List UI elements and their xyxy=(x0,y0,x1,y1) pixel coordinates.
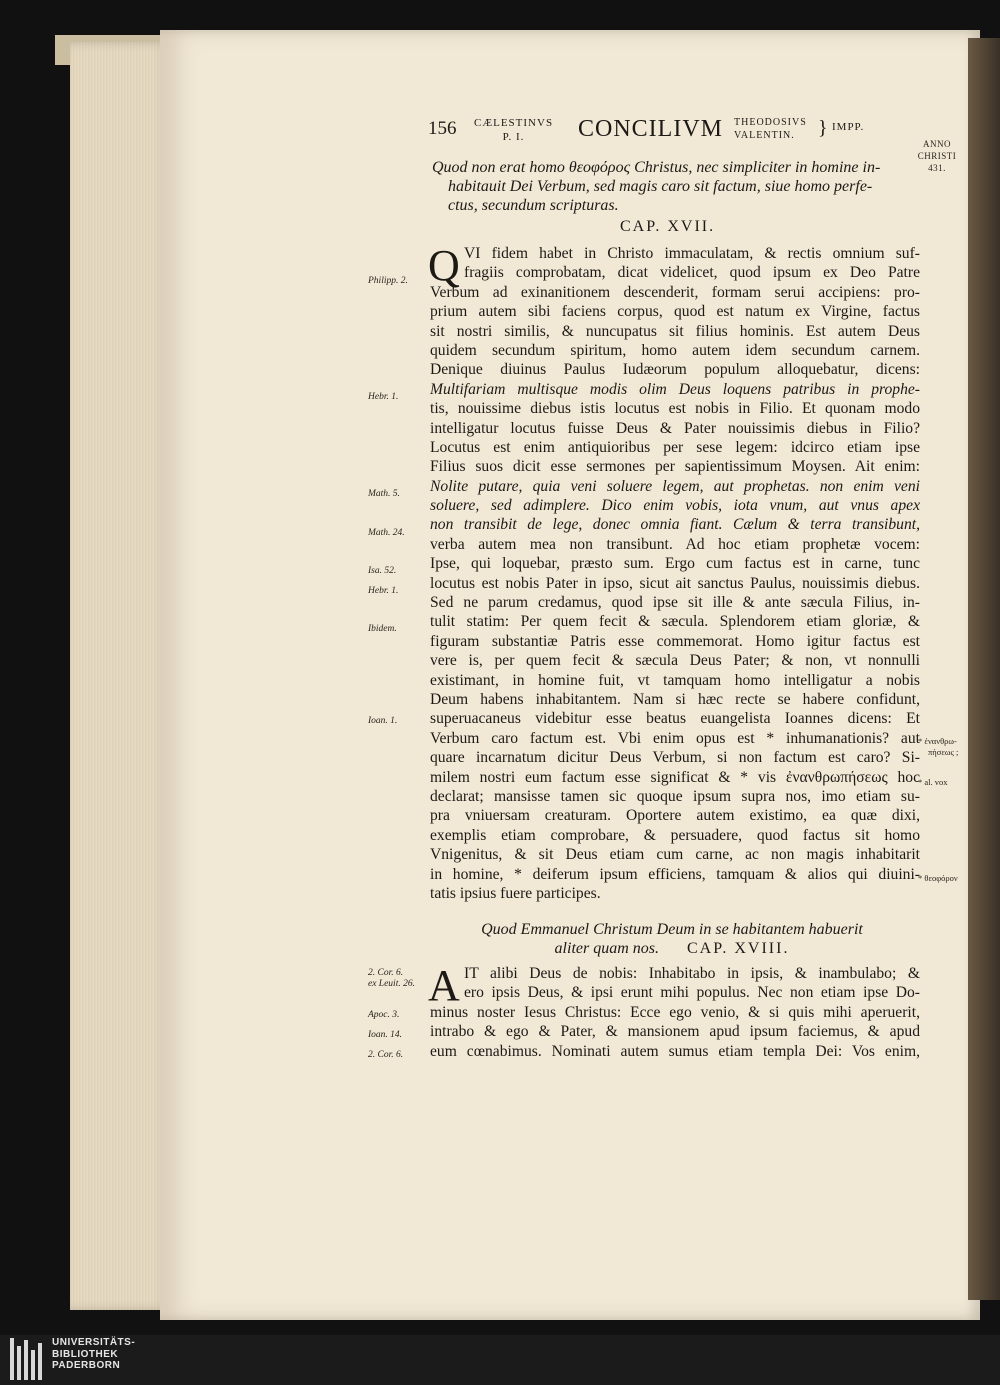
running-header xyxy=(428,114,948,150)
text-line: declarat; mansisse tamen sic quoque ipsum supra nos, imo etiam su- xyxy=(430,787,920,805)
library-logo-icon xyxy=(10,1338,46,1380)
text-line: Filius suos dicit esse sermones per sapientissimum Moysen. Ait enim: xyxy=(430,458,920,476)
text-line: in homine, * deiferum ipsum efficiens, tamquam & alios qui diuini- xyxy=(430,865,920,883)
margin-note: Ioan. 1. xyxy=(368,716,398,726)
drop-cap-q: Q xyxy=(428,241,460,290)
right-margin-note: πήσεως ; xyxy=(928,747,959,757)
text-line: ero ipsis Deus, & ipsi erunt mihi populus. Nec non etiam ipse Do- xyxy=(464,984,920,1002)
right-margin-note: * al. vox xyxy=(918,777,948,787)
text-line: existimant, in homine fuit, vt tamquam homo intelligatur a nobis xyxy=(430,671,920,689)
facing-page-edge xyxy=(968,38,1000,1300)
drop-cap-a: A xyxy=(428,961,460,1010)
text-line: Verbum caro factum est. Vbi enim opus est * inhumanationis? aut xyxy=(430,729,920,747)
text-line: prium autem sibi faciens corpus, quod est natum ex Virgine, factus xyxy=(430,303,920,321)
chapter-18-text xyxy=(428,961,920,1061)
text-line: Locutus est enim antiquioribus per sese legem: idcirco etiam ipse xyxy=(430,438,920,456)
text-line: intelligatur locutus fuisse Deus & Pater nouissimis diebus in Filio? xyxy=(430,419,920,437)
margin-note: Hebr. 1. xyxy=(368,392,399,402)
text-line: minus noster Iesus Christus: Ecce ego venio, & si quis mihi aperuerit, xyxy=(430,1003,920,1021)
right-margin-note: * θεοφόρον xyxy=(918,873,958,883)
margin-note: Ioan. 14. xyxy=(368,1030,403,1040)
header-title: CONCILIVM xyxy=(578,116,723,142)
heading-line: Quod Emmanuel Christum Deum in se habitantem habuerit xyxy=(481,921,863,938)
chapter-17-number: CAP. XVII. xyxy=(620,218,716,235)
text-line: Nolite putare, quia veni soluere legem, aut prophetas. non enim veni xyxy=(430,477,920,495)
text-line: Sed ne parum credamus, quod ipse sit ille & ante sæcula Filius, in- xyxy=(430,594,920,612)
text-line: vere is, per quem fecit & sæcula Deus Pater; & non, vt nonnulli xyxy=(430,652,920,670)
header-caelestinus-name: CÆLESTINVS xyxy=(474,117,554,129)
library-name-line: UNIVERSITÄTS- xyxy=(52,1337,136,1348)
christi-label: CHRISTI xyxy=(917,151,957,161)
margin-note: Isa. 52. xyxy=(368,566,397,576)
text-line: sit nostri similis, & nuncupatus sit filius hominis. Est autem Deus xyxy=(430,322,920,340)
margin-note: Apoc. 3. xyxy=(368,1010,400,1020)
text-line: tis, nouissime diebus istis locutus est nobis in Filio. Et quonam modo xyxy=(430,400,920,418)
margin-note: 2. Cor. 6. xyxy=(368,1050,404,1060)
margin-note: Ibidem. xyxy=(368,624,397,634)
page-edges xyxy=(70,42,170,1310)
text-line: exemplis etiam comprobare, & persuadere, quod factus sit homo xyxy=(430,826,920,844)
header-valentin: VALENTIN. xyxy=(734,130,795,141)
heading-line: Quod non erat homo θεοφόρος Christus, nec simpliciter in homine in- xyxy=(432,159,881,176)
text-line: locutus est nobis Pater in ipso, sicut ait sanctus Paulus, nouissimis diebus. xyxy=(430,574,920,592)
text-line: verba autem mea non transibunt. Ad hoc etiam prophetæ vocem: xyxy=(430,535,920,553)
text-line: quare incarnatum dicitur Deus Verbum, si non factum est caro? Si- xyxy=(430,749,920,767)
heading-line: habitauit Dei Verbum, sed magis caro sit factum, siue homo perfe- xyxy=(448,178,873,195)
text-line: VI fidem habet in Christo immaculatam, & rectis omnium suf- xyxy=(464,245,920,262)
header-emperors xyxy=(734,116,807,142)
text-line: Ipse, qui loquebar, præsto sum. Ergo cum factus est in carne, tunc xyxy=(430,555,920,573)
text-line: Denique diuinus Paulus Iudæorum populum alloquebatur, dicens: xyxy=(430,361,920,379)
text-line: milem nostri eum factum esse significat & * vis ἐνανθρωπήσεως hoc xyxy=(430,768,920,786)
text-line: quidem secundum spiritum, homo autem idem secundum carnem. xyxy=(430,341,920,359)
margin-note: ex Leuit. 26. xyxy=(368,979,415,989)
anno-christi xyxy=(912,138,962,174)
text-line: pra vniuersam creaturam. Oportere autem existimo, ea quæ dixi, xyxy=(430,807,920,825)
margin-note: 2. Cor. 6. xyxy=(368,968,404,978)
heading-line-with-cap xyxy=(432,939,912,958)
margin-note: Hebr. 1. xyxy=(368,586,399,596)
library-footer xyxy=(0,1335,1000,1385)
text-line: tulit statim: Per quem fecit & sæcula. Splendorem etiam gloriæ, & xyxy=(430,613,920,631)
header-theodosius: THEODOSIVS xyxy=(734,117,807,128)
heading-line: aliter quam nos. xyxy=(554,940,659,957)
margin-note: Philipp. 2. xyxy=(368,276,408,286)
text-line: Verbum ad exinanitionem descenderit, formam serui accipiens: pro- xyxy=(430,283,920,301)
library-name-line: PADERBORN xyxy=(52,1360,121,1371)
margin-note: Math. 5. xyxy=(368,489,400,499)
chapter-18-number: CAP. XVIII. xyxy=(687,940,790,957)
text-line: superuacaneus videbitur esse beatus euangelista Ioannes dicens: Et xyxy=(430,710,920,728)
anno-label: ANNO xyxy=(923,139,951,149)
header-brace: } xyxy=(818,117,828,139)
header-pope: P. I. xyxy=(502,131,525,143)
text-line: Vnigenitus, & sit Deus etiam cum carne, ac non magis inhabitarit xyxy=(430,846,920,864)
text-line: fragiis comprobatam, dicat videlicet, quod ipsum ex Deo Patre xyxy=(464,264,920,282)
header-caelestinus xyxy=(474,116,553,144)
right-margin-note: * ἐνανθρω- xyxy=(918,736,957,746)
header-impp: IMPP. xyxy=(832,121,865,133)
text-line: Multifariam multisque modis olim Deus loquens patribus in prophe- xyxy=(430,380,920,398)
chapter-17-text xyxy=(428,241,920,903)
margin-note: Math. 24. xyxy=(368,528,405,538)
library-name xyxy=(52,1337,135,1372)
text-line: intrabo & ego & Pater, & mansionem apud ipsum faciemus, & apud xyxy=(430,1023,920,1041)
chapter-17-heading xyxy=(432,158,912,215)
library-name-line: BIBLIOTHEK xyxy=(52,1348,119,1360)
chapter-18-heading xyxy=(432,920,912,958)
page-number: 156 xyxy=(428,118,457,139)
text-line: figuram substantiæ Patris esse commemorat. Homo igitur factus est xyxy=(430,632,920,650)
text-line: eum cœnabimus. Nominati autem sumus etiam templa Dei: Vos enim, xyxy=(430,1042,920,1060)
text-line: soluere, sed adimplere. Dico enim vobis, iota vnum, aut vnus apex xyxy=(430,497,920,515)
text-line: tatis ipsius fuere participes. xyxy=(430,884,601,902)
anno-year: 431. xyxy=(928,163,946,173)
text-line: non transibit de lege, donec omnia fiant. Cælum & terra transibunt, xyxy=(430,516,920,534)
heading-line: ctus, secundum scripturas. xyxy=(448,197,619,214)
text-line: Deum habens inhabitantem. Nam si hæc recte se habere confidunt, xyxy=(430,690,920,708)
text-line: IT alibi Deus de nobis: Inhabitabo in ipsis, & inambulabo; & xyxy=(464,965,920,982)
